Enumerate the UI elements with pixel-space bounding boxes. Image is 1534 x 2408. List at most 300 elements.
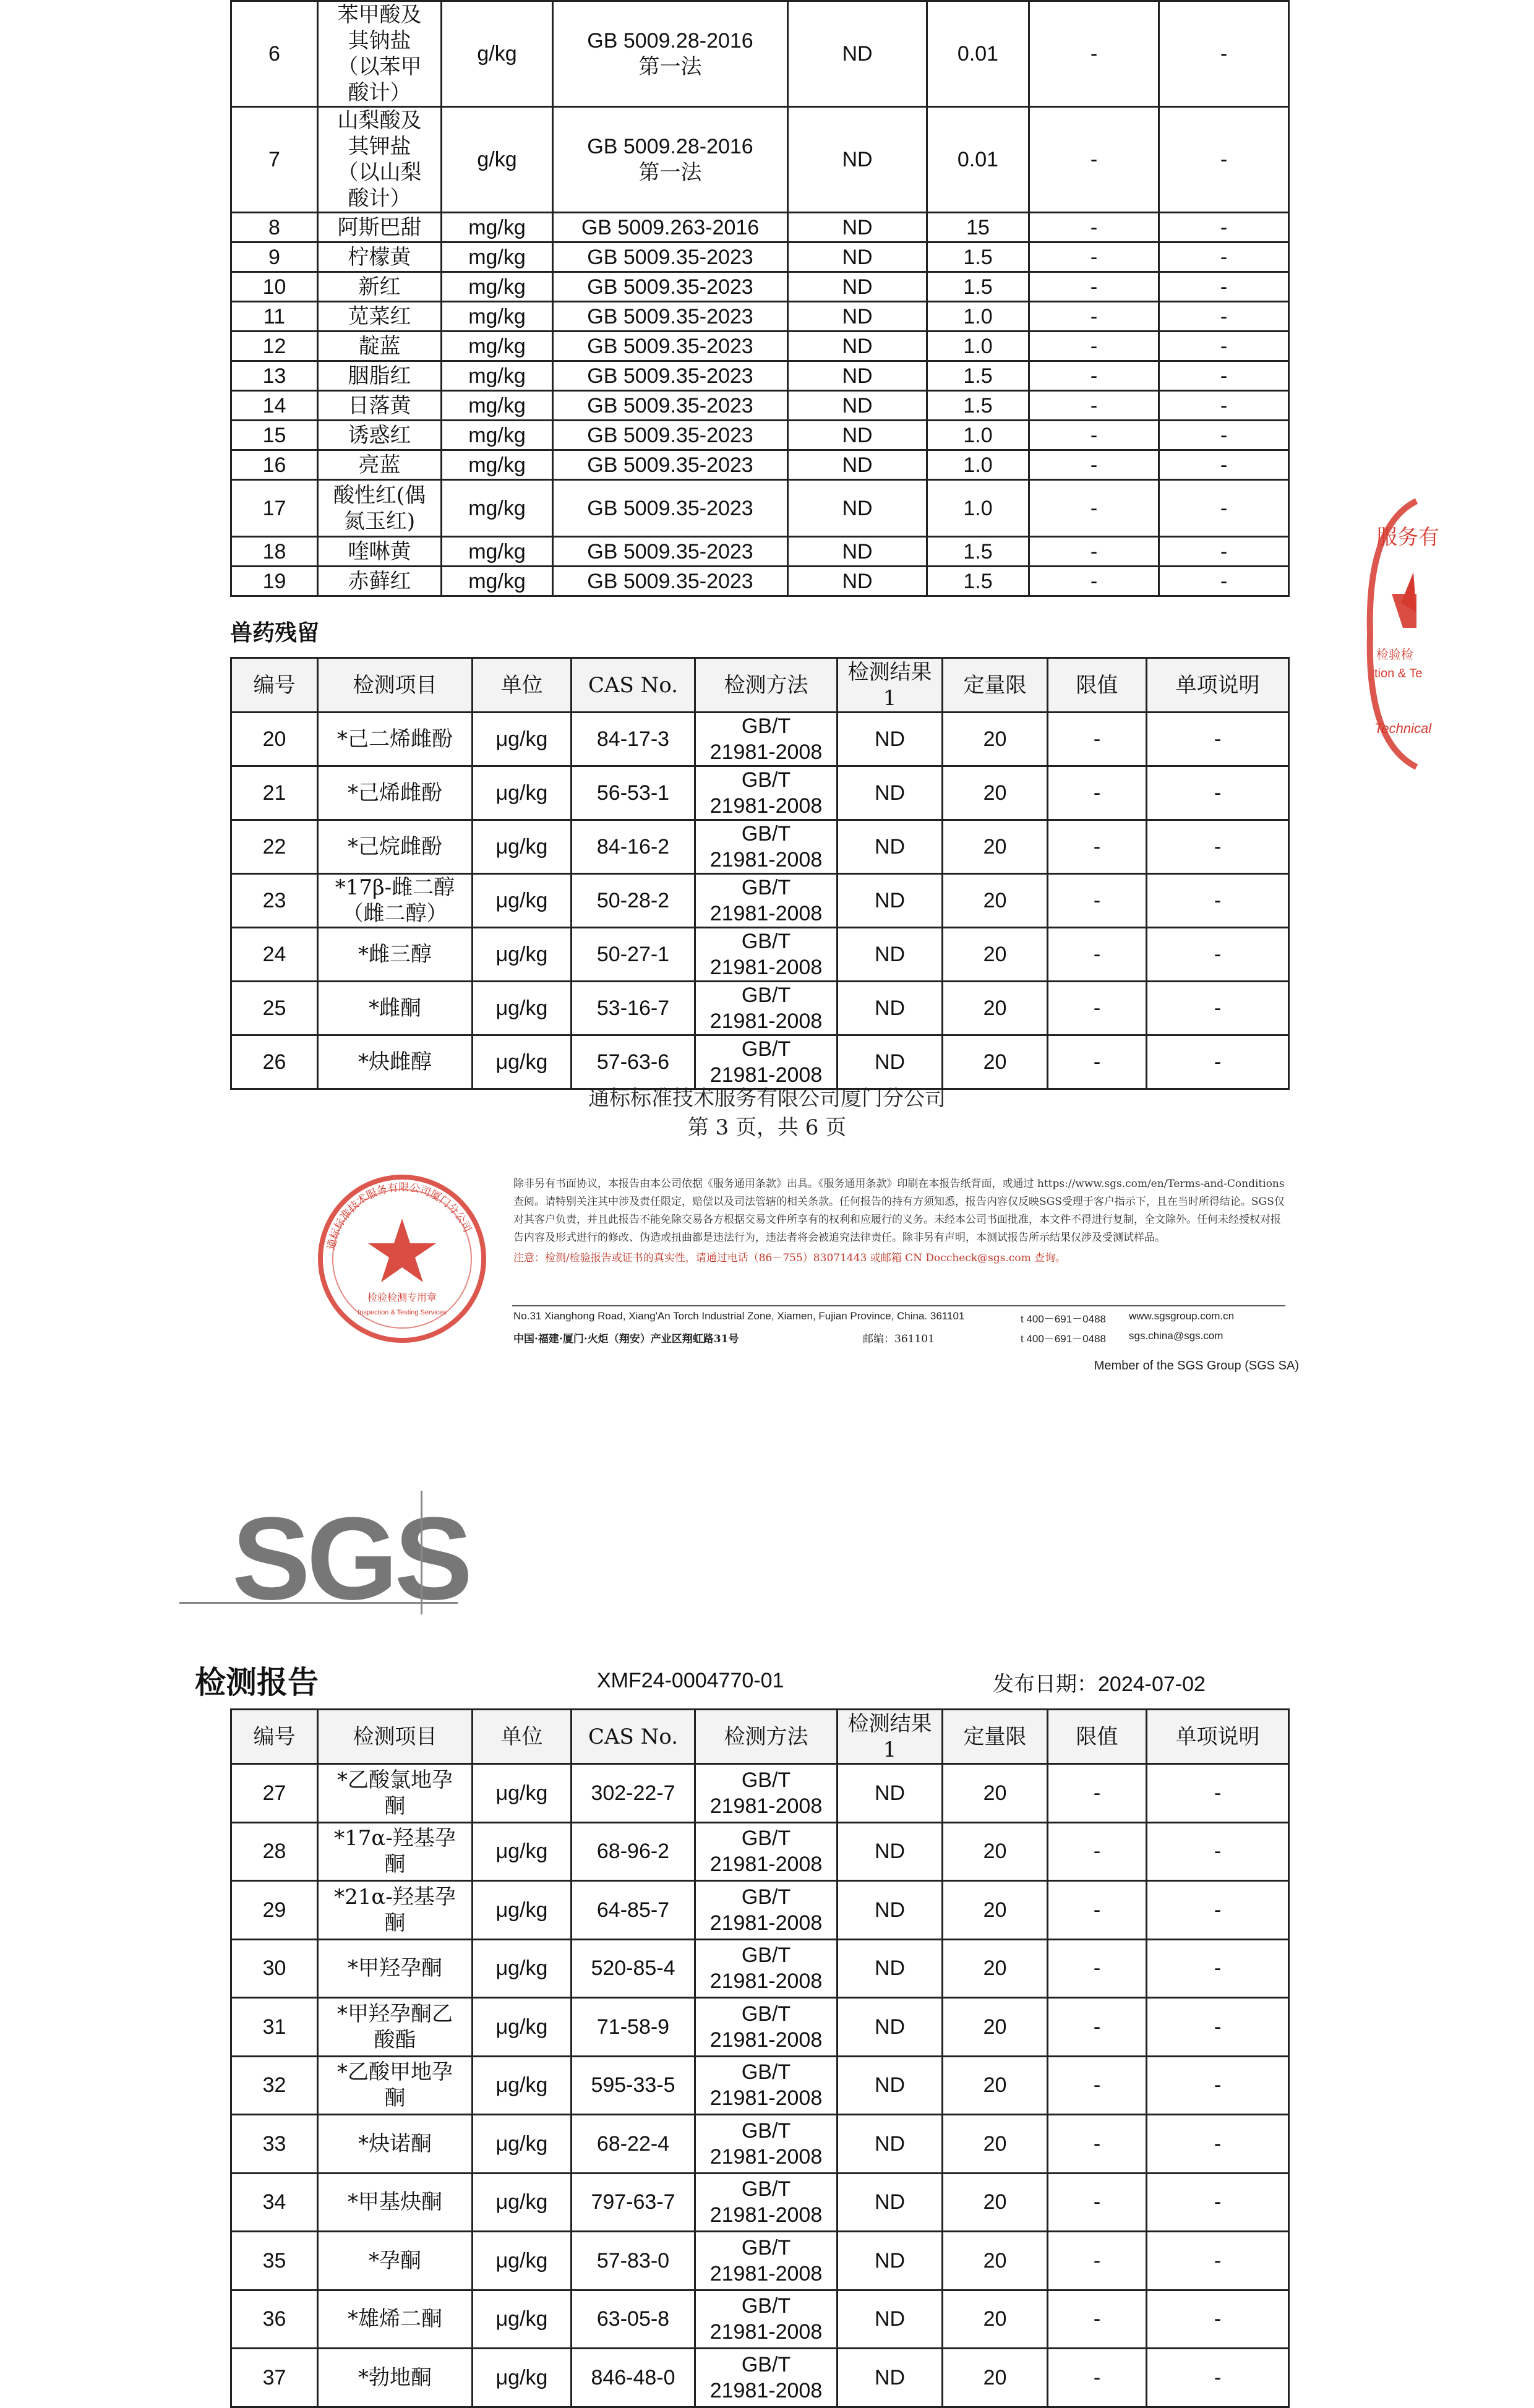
cell-method bbox=[553, 272, 788, 302]
method-line-2: 21981-2008 bbox=[709, 1969, 823, 1994]
cell-unit: mg/kg bbox=[442, 361, 553, 391]
table-row bbox=[231, 480, 1289, 537]
table-row bbox=[231, 1822, 1289, 1881]
cell-result: ND bbox=[788, 391, 927, 421]
cell-no: 9 bbox=[231, 242, 318, 272]
cell-cas: 57-63-6 bbox=[572, 1035, 695, 1089]
footer-divider bbox=[512, 1305, 1285, 1306]
method-line-1: GB 5009.263-2016 bbox=[581, 215, 760, 239]
cell-loq: 20 bbox=[943, 766, 1048, 820]
food-additive-table bbox=[230, 0, 1290, 597]
table-row bbox=[231, 391, 1289, 421]
cell-unit: μg/kg bbox=[473, 1881, 572, 1940]
cell-note: - bbox=[1147, 1939, 1289, 1998]
cell-result: ND bbox=[838, 1035, 943, 1089]
method-line-1: GB 5009.35-2023 bbox=[587, 539, 753, 563]
cell-method bbox=[695, 2232, 838, 2290]
table-row bbox=[231, 766, 1289, 820]
cell-limit: - bbox=[1029, 1, 1159, 107]
cell-limit: - bbox=[1048, 1998, 1147, 2057]
report-number: XMF24-0004770-01 bbox=[597, 1669, 784, 1692]
cell-note: - bbox=[1147, 766, 1289, 820]
disclaimer-text: 除非另有书面协议，本报告由本公司依据《服务通用条款》出具。《服务通用条款》印刷在本报告纸背面，或通过 https://www.sgs.com/en/Terms-and-Conditions 查阅。请特别关注其中涉及责任限定，赔偿以及司法管辖的相关条款。任何报告的持有方须知悉，报告内容仅反映SGS受理于客户指示下，且在当时所得结论。SGS仅对其客户负责，并且此报告不能免除交易各方根据交易文件所享有的权利和应履行的义务。未经本公司书面批准，本文件不得进行复制，全文除外。任何未经授权对报告内容及形式进行的修改、伪造或扭曲都是违法行为，违法者将会被追究法律责任。除非另有声明，本测试报告所示结果仅涉及受测试样品。 注意：检测/检验报告或证书的真实性，请通过电话（86－755）83071443 或邮箱 CN Doccheck@sgs.com 查询。 bbox=[513, 1175, 1287, 1267]
cell-unit: μg/kg bbox=[473, 1998, 572, 2057]
cell-unit: mg/kg bbox=[442, 537, 553, 567]
cell-result: ND bbox=[838, 713, 943, 766]
issue-date-value: 2024-07-02 bbox=[1098, 1673, 1206, 1696]
cell-result: ND bbox=[838, 2056, 943, 2115]
cell-no: 33 bbox=[231, 2115, 318, 2174]
method-line-2: 21981-2008 bbox=[709, 1009, 823, 1033]
cell-item: *乙酸氯地孕酮 bbox=[318, 1764, 473, 1823]
cell-note: - bbox=[1159, 450, 1289, 480]
cell-no: 26 bbox=[231, 1035, 318, 1089]
method-line-1: GB/T bbox=[741, 1943, 791, 1968]
header-cell: CAS No. bbox=[572, 658, 695, 713]
method-line-1: GB/T bbox=[741, 2002, 791, 2026]
cell-no: 14 bbox=[231, 391, 318, 421]
cell-method bbox=[695, 2290, 838, 2349]
cell-cas: 797-63-7 bbox=[572, 2173, 695, 2232]
cell-unit: μg/kg bbox=[473, 928, 572, 982]
cell-unit: mg/kg bbox=[442, 213, 553, 242]
cell-no: 25 bbox=[231, 982, 318, 1035]
table-row bbox=[231, 2232, 1289, 2290]
cell-loq: 20 bbox=[943, 2115, 1048, 2174]
cell-method bbox=[695, 1822, 838, 1881]
method-line-1: GB 5009.35-2023 bbox=[587, 304, 753, 328]
cell-method bbox=[695, 2349, 838, 2407]
cell-result: ND bbox=[838, 2232, 943, 2290]
address-en: No.31 Xianghong Road, Xiang'An Torch Industrial Zone, Xiamen, Fujian Province, China. 361101 bbox=[513, 1310, 965, 1322]
method-line-2: 21981-2008 bbox=[709, 956, 823, 979]
cell-unit: μg/kg bbox=[473, 2173, 572, 2232]
cell-cas: 520-85-4 bbox=[572, 1939, 695, 1998]
cell-loq: 20 bbox=[943, 2173, 1048, 2232]
cell-method bbox=[695, 1764, 838, 1823]
method-line-1: GB/T bbox=[741, 983, 791, 1007]
cell-method bbox=[695, 874, 838, 928]
cell-no: 35 bbox=[231, 2232, 318, 2290]
cell-note: - bbox=[1159, 1, 1289, 107]
cell-loq: 20 bbox=[943, 874, 1048, 928]
cell-method bbox=[695, 2173, 838, 2232]
cell-item: 阿斯巴甜 bbox=[318, 213, 442, 242]
cell-cas: 50-27-1 bbox=[572, 928, 695, 982]
cell-result: ND bbox=[838, 766, 943, 820]
cell-limit: - bbox=[1029, 391, 1159, 421]
header-cell: 检测结果1 bbox=[838, 658, 943, 713]
disclaimer-block bbox=[229, 1150, 1324, 1386]
cell-cas: 68-22-4 bbox=[572, 2115, 695, 2174]
cell-note: - bbox=[1159, 567, 1289, 596]
method-line-2: 21981-2008 bbox=[709, 1911, 823, 1935]
cell-loq: 1.0 bbox=[927, 421, 1029, 450]
method-line-1: GB 5009.28-2016 bbox=[587, 135, 753, 158]
cell-note: - bbox=[1159, 391, 1289, 421]
cell-limit: - bbox=[1048, 713, 1147, 766]
cell-no: 24 bbox=[231, 928, 318, 982]
cell-result: ND bbox=[788, 1, 927, 107]
cell-result: ND bbox=[838, 1998, 943, 2057]
cell-result: ND bbox=[838, 820, 943, 874]
method-line-1: GB/T bbox=[741, 2060, 791, 2085]
cell-unit: mg/kg bbox=[442, 332, 553, 361]
method-line-1: GB/T bbox=[741, 2294, 791, 2318]
cell-cas: 50-28-2 bbox=[572, 874, 695, 928]
cell-loq: 0.01 bbox=[927, 1, 1029, 107]
cell-method bbox=[553, 213, 788, 242]
cell-method bbox=[695, 982, 838, 1035]
cell-loq: 0.01 bbox=[927, 107, 1029, 213]
cell-limit: - bbox=[1048, 2349, 1147, 2407]
method-line-1: GB/T bbox=[741, 1768, 791, 1792]
header-cell: 单位 bbox=[473, 658, 572, 713]
cell-method bbox=[553, 391, 788, 421]
table-row bbox=[231, 1, 1289, 107]
method-line-1: GB 5009.35-2023 bbox=[587, 453, 753, 477]
cell-note: - bbox=[1147, 2349, 1289, 2407]
cell-unit: μg/kg bbox=[473, 2115, 572, 2174]
table-row bbox=[231, 537, 1289, 567]
cell-no: 22 bbox=[231, 820, 318, 874]
section-title-vet-residues: 兽药残留 bbox=[230, 620, 320, 646]
header-cell: 编号 bbox=[231, 658, 318, 713]
cell-note: - bbox=[1159, 332, 1289, 361]
method-line-2: 21981-2008 bbox=[709, 794, 823, 818]
method-line-1: GB 5009.35-2023 bbox=[587, 275, 753, 299]
method-line-1: GB 5009.28-2016 bbox=[587, 29, 753, 53]
cell-loq: 20 bbox=[943, 928, 1048, 982]
report-title: 检测报告 bbox=[195, 1664, 319, 1700]
cell-item: *孕酮 bbox=[318, 2232, 473, 2290]
cell-loq: 1.0 bbox=[927, 332, 1029, 361]
cell-note: - bbox=[1147, 1822, 1289, 1881]
cell-item: *炔诺酮 bbox=[318, 2115, 473, 2174]
cell-item: *雄烯二酮 bbox=[318, 2290, 473, 2349]
method-line-2: 21981-2008 bbox=[709, 740, 823, 764]
cell-item: 诱惑红 bbox=[318, 421, 442, 450]
cell-loq: 20 bbox=[943, 1822, 1048, 1881]
cell-method bbox=[553, 107, 788, 213]
cell-no: 28 bbox=[231, 1822, 318, 1881]
cell-no: 29 bbox=[231, 1881, 318, 1940]
cell-no: 6 bbox=[231, 1, 318, 107]
company-name: 通标标准技术服务有限公司厦门分公司 bbox=[588, 1086, 946, 1111]
cell-note: - bbox=[1147, 2115, 1289, 2174]
cell-method bbox=[553, 567, 788, 596]
cell-loq: 20 bbox=[943, 2290, 1048, 2349]
cell-result: ND bbox=[838, 982, 943, 1035]
cell-limit: - bbox=[1048, 820, 1147, 874]
cell-limit: - bbox=[1048, 2232, 1147, 2290]
cell-unit: μg/kg bbox=[473, 820, 572, 874]
cell-method bbox=[695, 766, 838, 820]
cell-result: ND bbox=[788, 567, 927, 596]
header-cell: 定量限 bbox=[943, 658, 1048, 713]
cell-item: *甲羟孕酮 bbox=[318, 1939, 473, 1998]
method-line-1: GB/T bbox=[741, 2352, 791, 2376]
table-row bbox=[231, 2290, 1289, 2349]
header-cell: 定量限 bbox=[943, 1710, 1048, 1764]
cell-limit: - bbox=[1048, 928, 1147, 982]
cell-loq: 20 bbox=[943, 820, 1048, 874]
cell-item: 日落黄 bbox=[318, 391, 442, 421]
cell-item: *己烷雌酚 bbox=[318, 820, 473, 874]
cell-item: 赤藓红 bbox=[318, 567, 442, 596]
cell-unit: μg/kg bbox=[473, 1939, 572, 1998]
cell-item: 亮蓝 bbox=[318, 450, 442, 480]
cell-note: - bbox=[1147, 820, 1289, 874]
cell-method bbox=[553, 1, 788, 107]
cell-loq: 20 bbox=[943, 1881, 1048, 1940]
cell-unit: mg/kg bbox=[442, 421, 553, 450]
cell-method bbox=[553, 242, 788, 272]
table-row bbox=[231, 302, 1289, 332]
cell-limit: - bbox=[1029, 361, 1159, 391]
method-line-2: 21981-2008 bbox=[709, 2320, 823, 2344]
cell-item: *炔雌醇 bbox=[318, 1035, 473, 1089]
table-row bbox=[231, 2115, 1289, 2174]
cell-result: ND bbox=[838, 1939, 943, 1998]
cell-no: 36 bbox=[231, 2290, 318, 2349]
method-line-2: 21981-2008 bbox=[709, 902, 823, 925]
cell-unit: μg/kg bbox=[473, 2056, 572, 2115]
cell-result: ND bbox=[838, 1822, 943, 1881]
cell-method bbox=[553, 480, 788, 537]
table-row bbox=[231, 982, 1289, 1035]
method-line-1: GB/T bbox=[741, 1037, 791, 1061]
page-number: 第 3 页，共 6 页 bbox=[687, 1115, 847, 1140]
cell-unit: μg/kg bbox=[473, 2290, 572, 2349]
cell-loq: 1.5 bbox=[927, 391, 1029, 421]
method-line-1: GB/T bbox=[741, 2119, 791, 2143]
company-seal bbox=[291, 1160, 513, 1364]
cell-method bbox=[695, 2115, 838, 2174]
cell-note: - bbox=[1147, 2290, 1289, 2349]
method-line-1: GB 5009.35-2023 bbox=[587, 364, 753, 388]
partial-seal-right-edge bbox=[1367, 501, 1439, 767]
cell-item: *17α-羟基孕酮 bbox=[318, 1822, 473, 1881]
cell-result: ND bbox=[788, 213, 927, 242]
cell-item: 喹啉黄 bbox=[318, 537, 442, 567]
header-cell: 检测项目 bbox=[318, 1710, 473, 1764]
method-line-2: 21981-2008 bbox=[709, 2261, 823, 2286]
address-cn: 中国·福建·厦门·火炬（翔安）产业区翔虹路31号 bbox=[513, 1333, 739, 1345]
header-cell: 单项说明 bbox=[1147, 658, 1289, 713]
cell-note: - bbox=[1159, 421, 1289, 450]
cell-loq: 20 bbox=[943, 1998, 1048, 2057]
cell-loq: 1.0 bbox=[927, 450, 1029, 480]
header-cell: 检测项目 bbox=[318, 658, 473, 713]
method-line-2: 21981-2008 bbox=[709, 2144, 823, 2169]
cell-method bbox=[553, 302, 788, 332]
cell-limit: - bbox=[1029, 567, 1159, 596]
cell-item: *甲羟孕酮乙酸酯 bbox=[318, 1998, 473, 2057]
cell-note: - bbox=[1147, 2232, 1289, 2290]
header-cell: CAS No. bbox=[572, 1710, 695, 1764]
cell-loq: 1.5 bbox=[927, 567, 1029, 596]
cell-loq: 1.5 bbox=[927, 242, 1029, 272]
table-row bbox=[231, 1939, 1289, 1998]
cell-method bbox=[695, 928, 838, 982]
header-cell: 检测方法 bbox=[695, 658, 838, 713]
method-line-1: GB 5009.35-2023 bbox=[587, 334, 753, 358]
cell-result: ND bbox=[838, 1881, 943, 1940]
sgs-logo-rule-v bbox=[421, 1491, 422, 1614]
cell-note: - bbox=[1147, 1035, 1289, 1089]
header-cell: 限值 bbox=[1048, 658, 1147, 713]
cell-item: 山梨酸及其钾盐（以山梨酸计） bbox=[318, 107, 442, 213]
cell-limit: - bbox=[1048, 982, 1147, 1035]
table-row bbox=[231, 1764, 1289, 1823]
cell-limit: - bbox=[1048, 2290, 1147, 2349]
cell-no: 21 bbox=[231, 766, 318, 820]
method-line-2: 第一法 bbox=[638, 54, 702, 79]
cell-note: - bbox=[1159, 213, 1289, 242]
cell-method bbox=[695, 1939, 838, 1998]
cell-unit: mg/kg bbox=[442, 302, 553, 332]
hormone-residue-table bbox=[230, 1708, 1290, 2408]
cell-no: 31 bbox=[231, 1998, 318, 2057]
seal-center-text: 检验检测专用章 bbox=[367, 1292, 437, 1303]
issue-date-label: 发布日期： bbox=[993, 1672, 1098, 1697]
cell-item: 酸性红(偶氮玉红) bbox=[318, 480, 442, 537]
cell-note: - bbox=[1159, 107, 1289, 213]
cell-limit: - bbox=[1048, 1822, 1147, 1881]
cell-method bbox=[553, 361, 788, 391]
cell-unit: g/kg bbox=[442, 107, 553, 213]
cell-loq: 20 bbox=[943, 2056, 1048, 2115]
cell-limit: - bbox=[1048, 1881, 1147, 1940]
cell-cas: 53-16-7 bbox=[572, 982, 695, 1035]
cell-cas: 846-48-0 bbox=[572, 2349, 695, 2407]
cell-result: ND bbox=[788, 272, 927, 302]
cell-limit: - bbox=[1029, 242, 1159, 272]
cell-unit: mg/kg bbox=[442, 272, 553, 302]
sgs-logo bbox=[179, 1491, 469, 1624]
cell-cas: 71-58-9 bbox=[572, 1998, 695, 2057]
cell-limit: - bbox=[1029, 450, 1159, 480]
table-row bbox=[231, 242, 1289, 272]
table-row bbox=[231, 928, 1289, 982]
method-line-1: GB 5009.35-2023 bbox=[587, 496, 753, 520]
table-row bbox=[231, 874, 1289, 928]
cell-note: - bbox=[1159, 537, 1289, 567]
postcode-cn: 邮编：361101 bbox=[863, 1333, 935, 1345]
seal-side-text-4: Technical bbox=[1374, 721, 1432, 736]
header-cell: 限值 bbox=[1048, 1710, 1147, 1764]
method-line-1: GB/T bbox=[741, 930, 791, 953]
cell-no: 37 bbox=[231, 2349, 318, 2407]
cell-no: 18 bbox=[231, 537, 318, 567]
cell-loq: 20 bbox=[943, 1035, 1048, 1089]
cell-no: 15 bbox=[231, 421, 318, 450]
cell-note: - bbox=[1147, 1764, 1289, 1823]
method-line-2: 21981-2008 bbox=[709, 2378, 823, 2402]
method-line-1: GB/T bbox=[741, 1885, 791, 1909]
cell-no: 30 bbox=[231, 1939, 318, 1998]
table-row bbox=[231, 421, 1289, 450]
cell-unit: g/kg bbox=[442, 1, 553, 107]
cell-limit: - bbox=[1029, 332, 1159, 361]
table-row bbox=[231, 213, 1289, 242]
cell-unit: μg/kg bbox=[473, 713, 572, 766]
cell-item: *乙酸甲地孕酮 bbox=[318, 2056, 473, 2115]
method-line-2: 21981-2008 bbox=[709, 848, 823, 872]
cell-method bbox=[695, 713, 838, 766]
cell-result: ND bbox=[838, 2349, 943, 2407]
cell-loq: 15 bbox=[927, 213, 1029, 242]
cell-result: ND bbox=[788, 450, 927, 480]
cell-limit: - bbox=[1048, 1764, 1147, 1823]
table-row bbox=[231, 361, 1289, 391]
method-line-1: GB/T bbox=[741, 714, 791, 738]
seal-side-text-1: 服务有 bbox=[1376, 525, 1439, 550]
cell-limit: - bbox=[1029, 302, 1159, 332]
cell-unit: mg/kg bbox=[442, 242, 553, 272]
cell-unit: μg/kg bbox=[473, 982, 572, 1035]
table-row bbox=[231, 107, 1289, 213]
cell-note: - bbox=[1147, 874, 1289, 928]
cell-limit: - bbox=[1029, 272, 1159, 302]
cell-no: 12 bbox=[231, 332, 318, 361]
table-row bbox=[231, 713, 1289, 766]
cell-limit: - bbox=[1048, 2056, 1147, 2115]
cell-unit: μg/kg bbox=[473, 1764, 572, 1823]
cell-result: ND bbox=[838, 2173, 943, 2232]
cell-item: *己烯雌酚 bbox=[318, 766, 473, 820]
table-row bbox=[231, 1881, 1289, 1940]
method-line-1: GB/T bbox=[741, 876, 791, 899]
cell-limit: - bbox=[1029, 421, 1159, 450]
header-cell: 检测方法 bbox=[695, 1710, 838, 1764]
cell-loq: 20 bbox=[943, 2232, 1048, 2290]
seal-en-text: Inspection & Testing Services bbox=[358, 1309, 447, 1316]
cell-no: 34 bbox=[231, 2173, 318, 2232]
cell-no: 13 bbox=[231, 361, 318, 391]
cell-limit: - bbox=[1029, 213, 1159, 242]
cell-no: 8 bbox=[231, 213, 318, 242]
cell-method bbox=[695, 1998, 838, 2057]
cell-result: ND bbox=[838, 2290, 943, 2349]
cell-note: - bbox=[1147, 713, 1289, 766]
cell-limit: - bbox=[1029, 537, 1159, 567]
method-line-1: GB/T bbox=[741, 2177, 791, 2201]
cell-cas: 57-83-0 bbox=[572, 2232, 695, 2290]
header-cell: 检测结果1 bbox=[838, 1710, 943, 1764]
table-row bbox=[231, 2056, 1289, 2115]
table-row bbox=[231, 272, 1289, 302]
cell-unit: mg/kg bbox=[442, 567, 553, 596]
cell-loq: 20 bbox=[943, 713, 1048, 766]
cell-note: - bbox=[1147, 1881, 1289, 1940]
cell-method bbox=[695, 820, 838, 874]
cell-loq: 1.0 bbox=[927, 480, 1029, 537]
seal-side-text-3: tion & Te bbox=[1374, 667, 1423, 680]
cell-no: 7 bbox=[231, 107, 318, 213]
issue-date bbox=[993, 1667, 1206, 1697]
cell-method bbox=[553, 332, 788, 361]
cell-no: 17 bbox=[231, 480, 318, 537]
cell-method bbox=[553, 537, 788, 567]
cell-no: 16 bbox=[231, 450, 318, 480]
cell-item: 柠檬黄 bbox=[318, 242, 442, 272]
cell-result: ND bbox=[788, 480, 927, 537]
cell-cas: 64-85-7 bbox=[572, 1881, 695, 1940]
cell-note: - bbox=[1159, 272, 1289, 302]
method-line-1: GB 5009.35-2023 bbox=[587, 569, 753, 593]
